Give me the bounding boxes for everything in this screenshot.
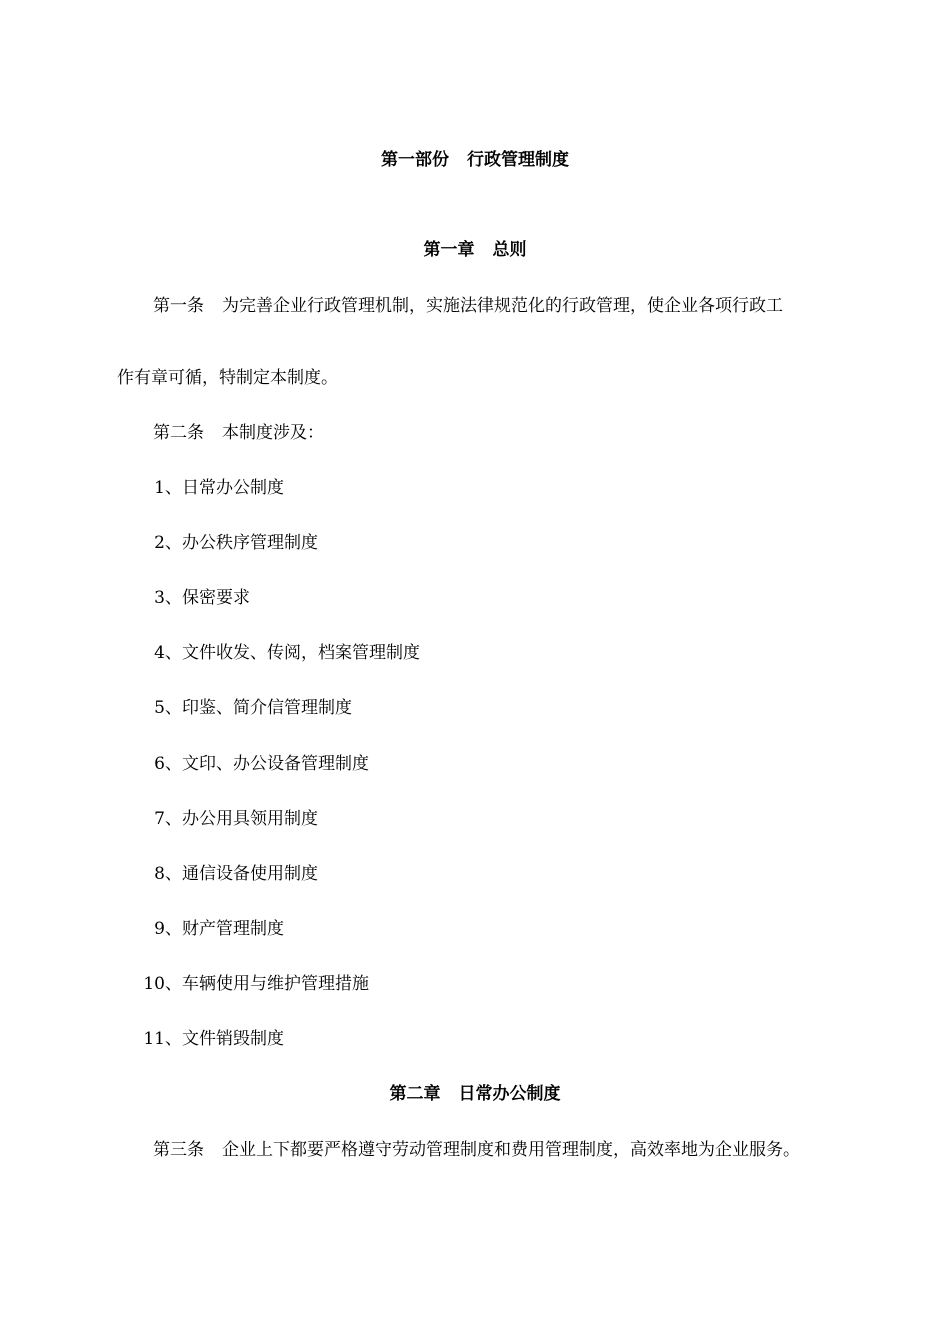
article-2-label: 第二条	[153, 423, 204, 443]
list-item-text: 办公秩序管理制度	[182, 533, 318, 553]
list-item-text: 财产管理制度	[182, 919, 284, 939]
list-item-text: 办公用具领用制度	[182, 809, 318, 829]
article-3-label: 第三条	[153, 1140, 204, 1160]
list-item-number: 8	[154, 864, 165, 884]
chapter-1-heading	[0, 239, 950, 261]
list-item	[100, 697, 352, 719]
list-item-number: 2	[154, 533, 165, 553]
list-item-text: 印鉴、简介信管理制度	[182, 698, 352, 718]
list-item-separator: 、	[165, 1029, 182, 1049]
part-title: 行政管理制度	[467, 150, 569, 170]
list-item-text: 日常办公制度	[182, 478, 284, 498]
article-1-label: 第一条	[153, 296, 204, 316]
list-item	[100, 477, 284, 499]
part-number: 第一部份	[381, 150, 449, 170]
list-item-text: 通信设备使用制度	[182, 864, 318, 884]
chapter-2-number: 第二章	[389, 1084, 441, 1104]
article-1-text-2: 作有章可循，特制定本制度。	[117, 368, 338, 388]
list-item-separator: 、	[165, 533, 182, 553]
list-item-number: 9	[154, 919, 165, 939]
chapter-2-title: 日常办公制度	[458, 1084, 561, 1104]
list-item-text: 文件销毁制度	[182, 1029, 284, 1049]
chapter-1-title: 总则	[492, 240, 527, 260]
list-item	[100, 532, 318, 554]
part-heading	[0, 149, 950, 171]
chapter-1-number: 第一章	[423, 240, 475, 260]
list-item	[100, 973, 369, 995]
list-item-separator: 、	[165, 643, 182, 663]
article-1-text-1: 为完善企业行政管理机制，实施法律规范化的行政管理，使企业各项行政工	[222, 296, 783, 316]
article-2	[153, 422, 324, 444]
list-item-separator: 、	[165, 919, 182, 939]
list-item-text: 车辆使用与维护管理措施	[182, 974, 369, 994]
list-item-text: 文印、办公设备管理制度	[182, 754, 369, 774]
list-item-text: 文件收发、传阅，档案管理制度	[182, 643, 420, 663]
article-1-line-2	[117, 367, 338, 389]
list-item	[100, 587, 250, 609]
list-item-number: 3	[154, 588, 165, 608]
list-item	[100, 1028, 284, 1050]
chapter-2-heading	[0, 1083, 950, 1105]
list-item-number: 1	[154, 478, 165, 498]
list-item-number: 7	[154, 809, 165, 829]
article-3	[153, 1139, 800, 1161]
list-item-number: 6	[154, 754, 165, 774]
list-item-number: 10	[143, 974, 165, 994]
list-item-separator: 、	[165, 588, 182, 608]
list-item-number: 11	[143, 1029, 165, 1049]
article-2-text: 本制度涉及：	[222, 423, 324, 443]
list-item-text: 保密要求	[182, 588, 250, 608]
list-item-separator: 、	[165, 754, 182, 774]
list-item	[100, 642, 420, 664]
list-item	[100, 753, 369, 775]
list-item-separator: 、	[165, 478, 182, 498]
article-1-line-1	[153, 295, 783, 317]
list-item-separator: 、	[165, 864, 182, 884]
list-item-separator: 、	[165, 809, 182, 829]
list-item-number: 4	[154, 643, 165, 663]
list-item	[100, 918, 284, 940]
list-item-number: 5	[154, 698, 165, 718]
list-item-separator: 、	[165, 698, 182, 718]
list-item	[100, 808, 318, 830]
list-item	[100, 863, 318, 885]
article-3-text: 企业上下都要严格遵守劳动管理制度和费用管理制度，高效率地为企业服务。	[222, 1140, 800, 1160]
list-item-separator: 、	[165, 974, 182, 994]
